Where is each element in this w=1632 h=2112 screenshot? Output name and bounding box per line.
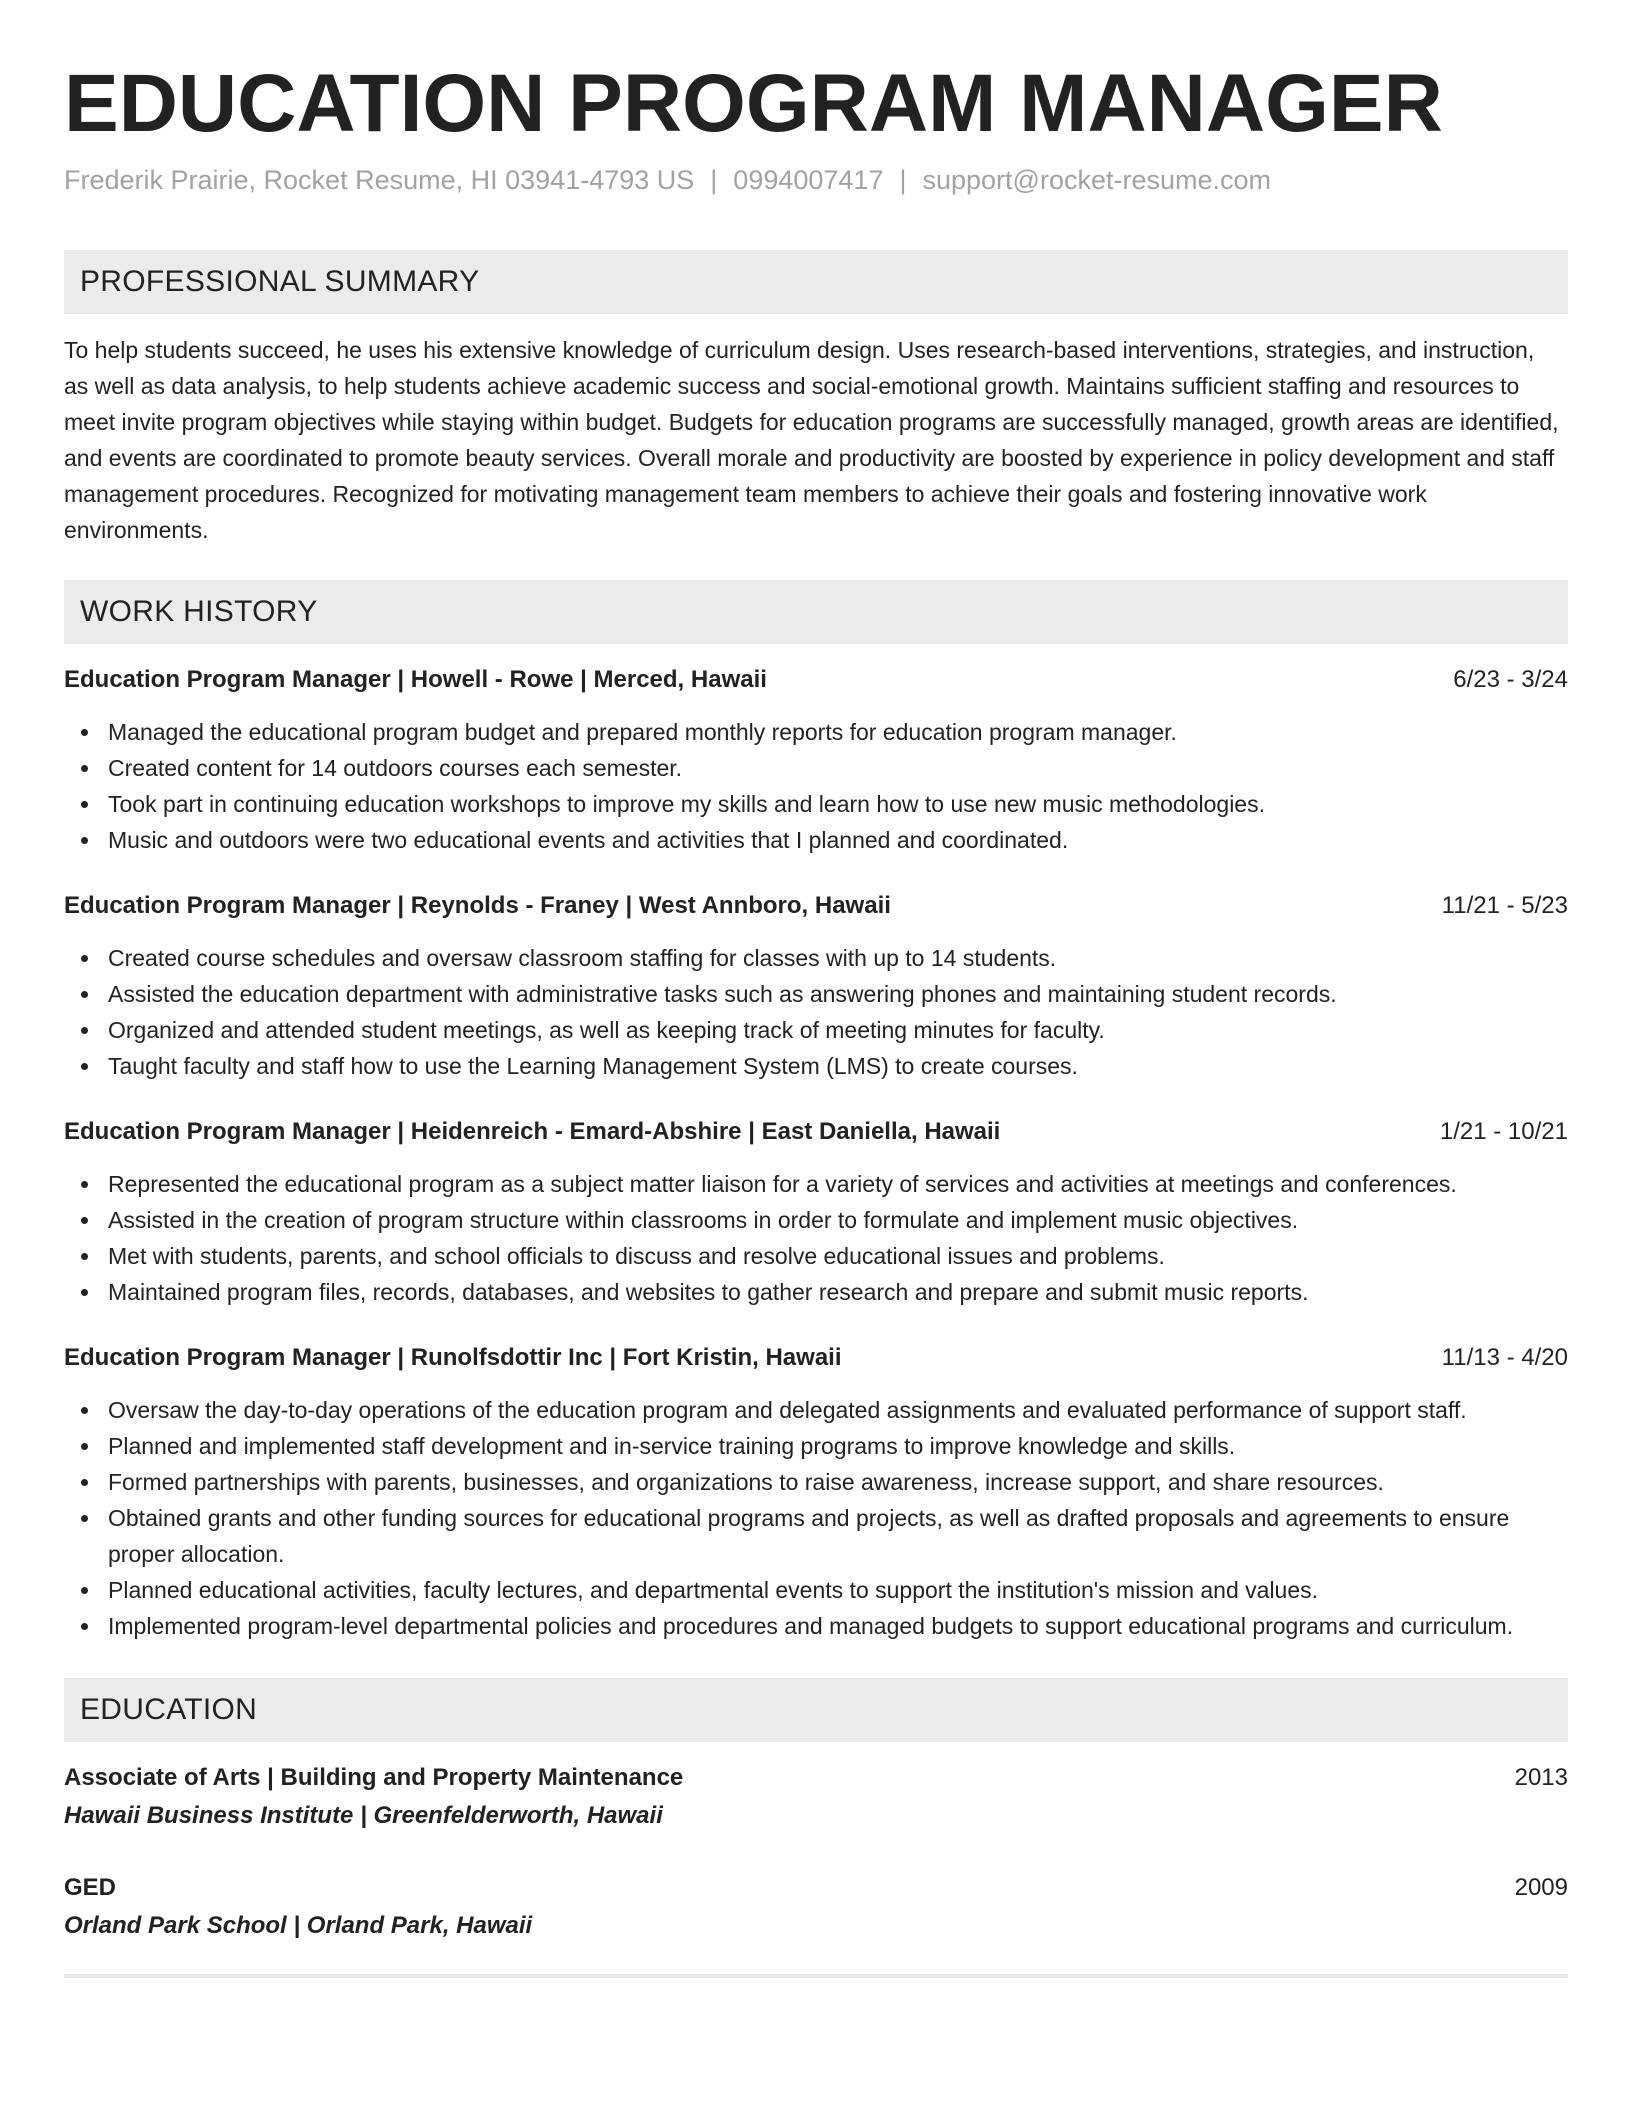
job-bullet: Met with students, parents, and school officials to discuss and resolve educational issues and problems. [64,1238,1568,1274]
job-title: Education Program Manager | Heidenreich - Emard-Abshire | East Daniella, Hawaii [64,1118,1001,1145]
job-bullet: Implemented program-level departmental policies and procedures and managed budgets to support educational programs and curriculum. [64,1608,1568,1644]
job-bullet: Obtained grants and other funding sources for educational programs and projects, as well as drafted proposals and agreements to ensure proper allocation. [64,1500,1568,1572]
education-school: Orland Park School | Orland Park, Hawaii [64,1912,533,1939]
job-bullet-list [64,940,1568,1084]
contact-email: support@rocket-resume.com [922,165,1272,195]
contact-separator: | [710,165,718,195]
summary-section-heading [64,250,1568,314]
job-title: Education Program Manager | Runolfsdottir Inc | Fort Kristin, Hawaii [64,1344,842,1371]
job-bullet: Assisted the education department with administrative tasks such as answering phones and maintaining student records. [64,976,1568,1012]
job-entry [64,888,1568,1084]
job-bullet-list [64,1392,1568,1644]
work-section-heading [64,580,1568,644]
job-bullet-list [64,714,1568,858]
education-school: Hawaii Business Institute | Greenfelderworth, Hawaii [64,1802,663,1829]
contact-phone: 0994007417 [733,165,884,195]
job-entry [64,662,1568,858]
summary-text: To help students succeed, he uses his extensive knowledge of curriculum design. Uses research-based interventions, strategies, and instruction, as well as data analysis, to help students achieve academic success and social-emotional growth. Maintains sufficient staffing and resources to meet invite program objectives while staying within budget. Budgets for education programs are successfully managed, growth areas are identified, and events are coordinated to promote beauty services. Overall morale and productivity are boosted by experience in policy development and staff management procedures. Recognized for motivating management team members to achieve their goals and fostering innovative work environments. [64,337,1559,543]
education-list [64,1760,1568,1946]
job-bullet: Taught faculty and staff how to use the Learning Management System (LMS) to create courses. [64,1048,1568,1084]
job-header [64,888,1568,924]
bottom-divider [64,1974,1568,1978]
job-dates: 11/21 - 5/23 [1441,892,1568,919]
job-bullet: Created course schedules and oversaw classroom staffing for classes with up to 14 students. [64,940,1568,976]
education-degree: Associate of Arts | Building and Property Maintenance [64,1764,684,1791]
job-bullet: Managed the educational program budget and prepared monthly reports for education program manager. [64,714,1568,750]
job-bullet: Organized and attended student meetings, as well as keeping track of meeting minutes for faculty. [64,1012,1568,1048]
contact-separator: | [899,165,907,195]
contact-line [64,162,1568,198]
job-bullet: Music and outdoors were two educational events and activities that I planned and coordinated. [64,822,1568,858]
contact-address: Frederik Prairie, Rocket Resume, HI 03941-4793 US [64,165,695,195]
job-title: Education Program Manager | Howell - Rowe | Merced, Hawaii [64,666,767,693]
job-bullet: Planned educational activities, faculty lectures, and departmental events to support the institution's mission and values. [64,1572,1568,1608]
job-bullet: Formed partnerships with parents, businesses, and organizations to raise awareness, increase support, and share resources. [64,1464,1568,1500]
education-year: 2009 [1514,1874,1568,1901]
job-bullet: Represented the educational program as a subject matter liaison for a variety of services and activities at meetings and conferences. [64,1166,1568,1202]
job-dates: 1/21 - 10/21 [1439,1118,1568,1145]
work-history-list [64,662,1568,1644]
education-degree: GED [64,1874,117,1901]
job-entry [64,1340,1568,1644]
candidate-title: EDUCATION PROGRAM MANAGER [64,58,1443,149]
education-heading-text: EDUCATION [80,1693,258,1726]
job-header [64,662,1568,698]
job-bullet: Created content for 14 outdoors courses each semester. [64,750,1568,786]
job-bullet: Took part in continuing education workshops to improve my skills and learn how to use new music methodologies. [64,786,1568,822]
job-dates: 11/13 - 4/20 [1441,1344,1568,1371]
education-section-heading [64,1678,1568,1742]
education-header [64,1760,1568,1796]
resume-page [64,58,1568,1978]
job-bullet: Oversaw the day-to-day operations of the education program and delegated assignments and evaluated performance of support staff. [64,1392,1568,1428]
education-header [64,1870,1568,1906]
summary-heading-text: PROFESSIONAL SUMMARY [80,265,480,298]
job-header [64,1340,1568,1376]
job-entry [64,1114,1568,1310]
job-bullet: Maintained program files, records, databases, and websites to gather research and prepare and submit music reports. [64,1274,1568,1310]
education-entry [64,1870,1568,1946]
job-dates: 6/23 - 3/24 [1453,666,1568,693]
education-entry [64,1760,1568,1836]
work-heading-text: WORK HISTORY [80,595,318,628]
job-bullet: Assisted in the creation of program structure within classrooms in order to formulate and implement music objectives. [64,1202,1568,1238]
job-bullet-list [64,1166,1568,1310]
job-bullet: Planned and implemented staff development and in-service training programs to improve knowledge and skills. [64,1428,1568,1464]
job-header [64,1114,1568,1150]
education-year: 2013 [1514,1764,1568,1791]
job-title: Education Program Manager | Reynolds - Franey | West Annboro, Hawaii [64,892,891,919]
